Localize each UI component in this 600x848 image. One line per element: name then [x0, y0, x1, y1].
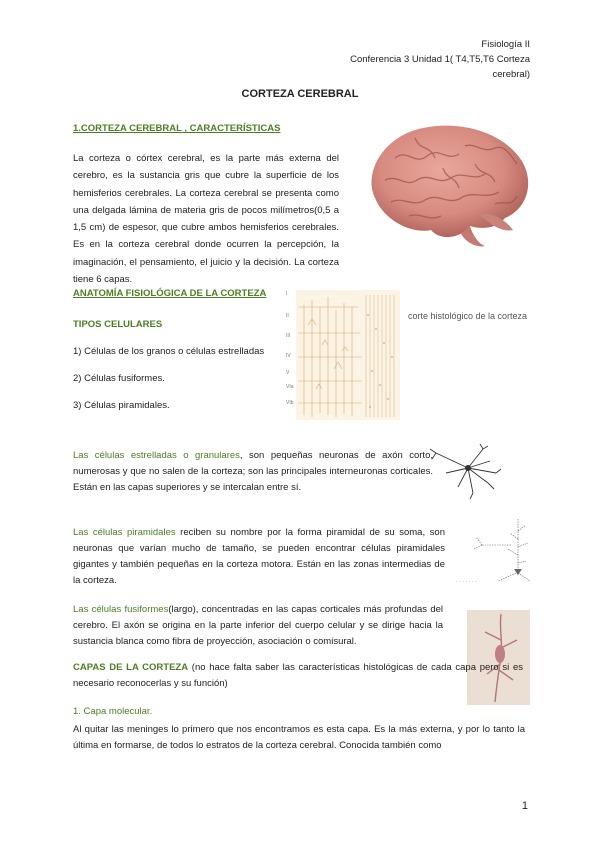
list-item: 1) Células de los granos o células estrelladas	[73, 346, 265, 357]
fusiform-text: (largo), concentradas en las capas corticales más profundas del cerebro. El axón se origina en la parte inferior del cuerpo celular y se dirige hacia la sustancia blanca como fibra de proyección, asociación o comisural.	[73, 604, 443, 647]
pyramidal-neuron-drawing	[452, 515, 532, 587]
layer1-heading: 1. Capa molecular.	[73, 706, 153, 717]
stellate-text: , son pequeñas neuronas de axón corto, numerosas y que no salen de la corteza; son las principales interneuronas corticales. Están en las capas superiores y se intercalan entre sí.	[73, 450, 433, 493]
list-item: 3) Células piramidales.	[73, 400, 170, 411]
histology-label: V	[286, 370, 290, 376]
brain-image	[355, 118, 535, 253]
subheading-cell-types: TIPOS CELULARES	[73, 319, 163, 330]
pyramidal-text: reciben su nombre por la forma piramidal de su soma, son neuronas que varían mucho de tamaño, se pueden encontrar células piramidales gigantes y también pequeñas en la corteza motora. Están en las zonas intermedias de la corteza.	[73, 527, 445, 586]
histology-label: IV	[286, 353, 291, 359]
header-conference-cont: cerebral)	[492, 69, 530, 80]
histology-label: I	[286, 291, 288, 297]
pyramidal-highlight: Las células piramidales	[73, 527, 176, 538]
characteristics-paragraph: La corteza o córtex cerebral, es la parte más externa del cerebro, es la sustancia gris que cubre la superficie de los hemisferios cerebrales. La corteza cerebral se presenta como una delgada lámina de materia gris de pocos milímetros(0,5 a 1,5 cm) de espesor, que cubre ambos hemisferios cerebrales. Es en la corteza cerebral donde ocurren la percepción, la imaginación, el pensamiento, el juicio y la decisión. La corteza tiene 6 capas.	[73, 153, 339, 286]
histology-image	[282, 285, 402, 425]
stellate-highlight: Las células estrelladas o granulares	[73, 450, 240, 461]
header-conference: Conferencia 3 Unidad 1( T4,T5,T6 Corteza	[350, 54, 530, 65]
histology-label: III	[286, 333, 291, 339]
layers-paragraph	[73, 660, 523, 692]
pyramidal-paragraph	[73, 525, 445, 589]
section-heading-anatomy: ANATOMÍA FISIOLÓGICA DE LA CORTEZA	[73, 288, 267, 299]
page-title: CORTEZA CEREBRAL	[241, 88, 359, 100]
section-heading-characteristics: 1.CORTEZA CEREBRAL , CARACTERÍSTICAS	[73, 123, 281, 134]
fusiform-highlight: Las células fusiformes	[73, 604, 169, 615]
histology-label: VIb	[286, 400, 294, 406]
page-number: 1	[521, 800, 528, 812]
layers-highlight: CAPAS DE LA CORTEZA	[73, 662, 189, 673]
histology-label: VIa	[286, 384, 294, 390]
fusiform-paragraph	[73, 602, 443, 650]
stellate-neuron-drawing	[428, 443, 503, 501]
figure-caption: corte histológico de la corteza	[408, 311, 528, 321]
header-course: Fisiología II	[481, 39, 530, 50]
stellate-paragraph	[73, 448, 433, 496]
layer1-paragraph: Al quitar las meninges lo primero que nos encontramos es esta capa. Es la más externa, y por lo tanto la última en formarse, de todos lo estratos de la corteza cerebral. Conocida también como	[73, 724, 525, 751]
svg-text:· · · · · · ·: · · · · · · ·	[456, 579, 477, 585]
histology-label: II	[286, 313, 289, 319]
list-item: 2) Células fusiformes.	[73, 373, 165, 384]
layers-text: (no hace falta saber las características histológicas de cada capa pero si es necesario reconocerlas y su función)	[73, 662, 524, 689]
